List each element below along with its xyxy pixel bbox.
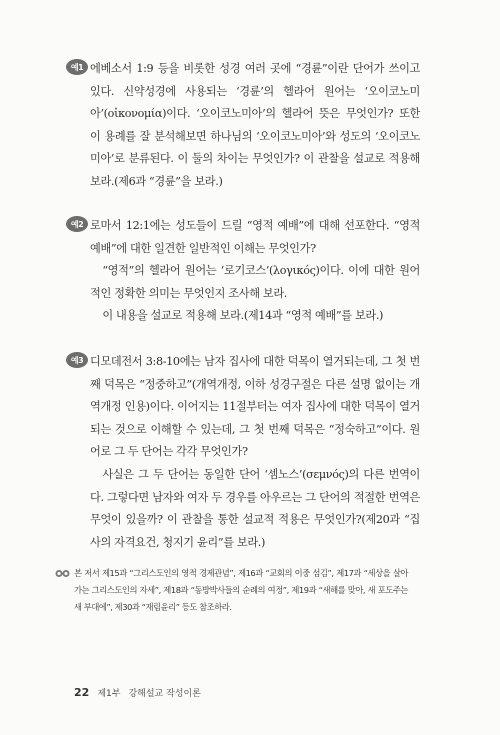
reference-note — [74, 565, 408, 616]
example-paragraph: 로마서 12:1에는 성도들이 드릴 “영적 예배”에 대해 선포한다. “영적 예배”에 대한 일견한 일반적인 이해는 무엇인가? — [90, 219, 420, 255]
page-number: 22 — [74, 686, 90, 699]
example-paragraph: “영적”의 헬라어 원어는 ‘로기코스’(λογικός)이다. 이에 대한 원어적인 정확한 의미는 무엇인지 조사해 보라. — [90, 264, 420, 300]
example-paragraph: 에베소서 1:9 등을 비롯한 성경 여러 곳에 “경륜”이란 단어가 쓰이고 있다. 신약성경에 사용되는 ‘경륜’의 헬라어 원어는 ‘오이코노미아’(οἰκονομία)이다. ‘오이코노미아’의 헬라어 뜻은 무엇인가? 또한 이 용례를 잘 분석해보면 하나님의 ‘오이코노미아’와 성도의 ‘오이코노미아’로 분류된다. 이 둘의 차이는 무엇인가? 이 관찰을 설교로 적용해 보라.(제6과 “경륜”을 보라.) — [90, 62, 420, 188]
example-paragraph: 디모데전서 3:8-10에는 남자 집사에 대한 덕목이 열거되는데, 그 첫 번째 덕목은 “정중하고”(개역개정, 이하 성경구절은 다른 설명 없이는 개역개정 인용)이다. 이어지는 11절부터는 여자 집사에 대한 덕목이 열거되는 것으로 이해할 수 있는데, 그 첫 번째 덕목은 “정숙하고”이다. 원어로 그 두 단어는 각각 무엇인가? — [90, 355, 420, 459]
example-2 — [70, 215, 420, 328]
glasses-icon — [55, 568, 70, 579]
footer-part: 제1부 — [97, 689, 121, 699]
example-paragraph: 이 내용을 설교로 적용해 보라.(제14과 “영적 예배”를 보라.) — [102, 309, 384, 323]
example-paragraph: 사실은 그 두 단어는 동일한 단어 ‘셈노스’(σεμνός)의 다른 번역이다. 그렇다면 남자와 여자 두 경우를 아우르는 그 단어의 적절한 번역은 무엇이 있을까? 이 관찰을 통한 설교적 적용은 무엇인가?(제20과 “집사의 자격요건, 청지기 윤리”를 보라.) — [90, 467, 420, 549]
example-3 — [70, 351, 420, 554]
example-badge: 예2 — [66, 216, 88, 232]
example-badge: 예1 — [66, 59, 88, 75]
footer-section: 강해설교 작성이론 — [128, 689, 201, 699]
page-footer — [74, 686, 201, 699]
example-badge: 예3 — [66, 352, 88, 368]
example-1 — [70, 58, 420, 194]
reference-note-text: 본 저서 제15과 “그리스도인의 영적 경제관념”, 제16과 “교회의 이중 섬김”, 제17과 “세상을 살아가는 그리스도인의 자세”, 제18과 “동방박사들의 순례의 여정”, 제19과 “새해를 맞아, 새 포도주는 새 부대에”, 제30과 “재림윤리” 등도 참조하라. — [74, 568, 408, 612]
